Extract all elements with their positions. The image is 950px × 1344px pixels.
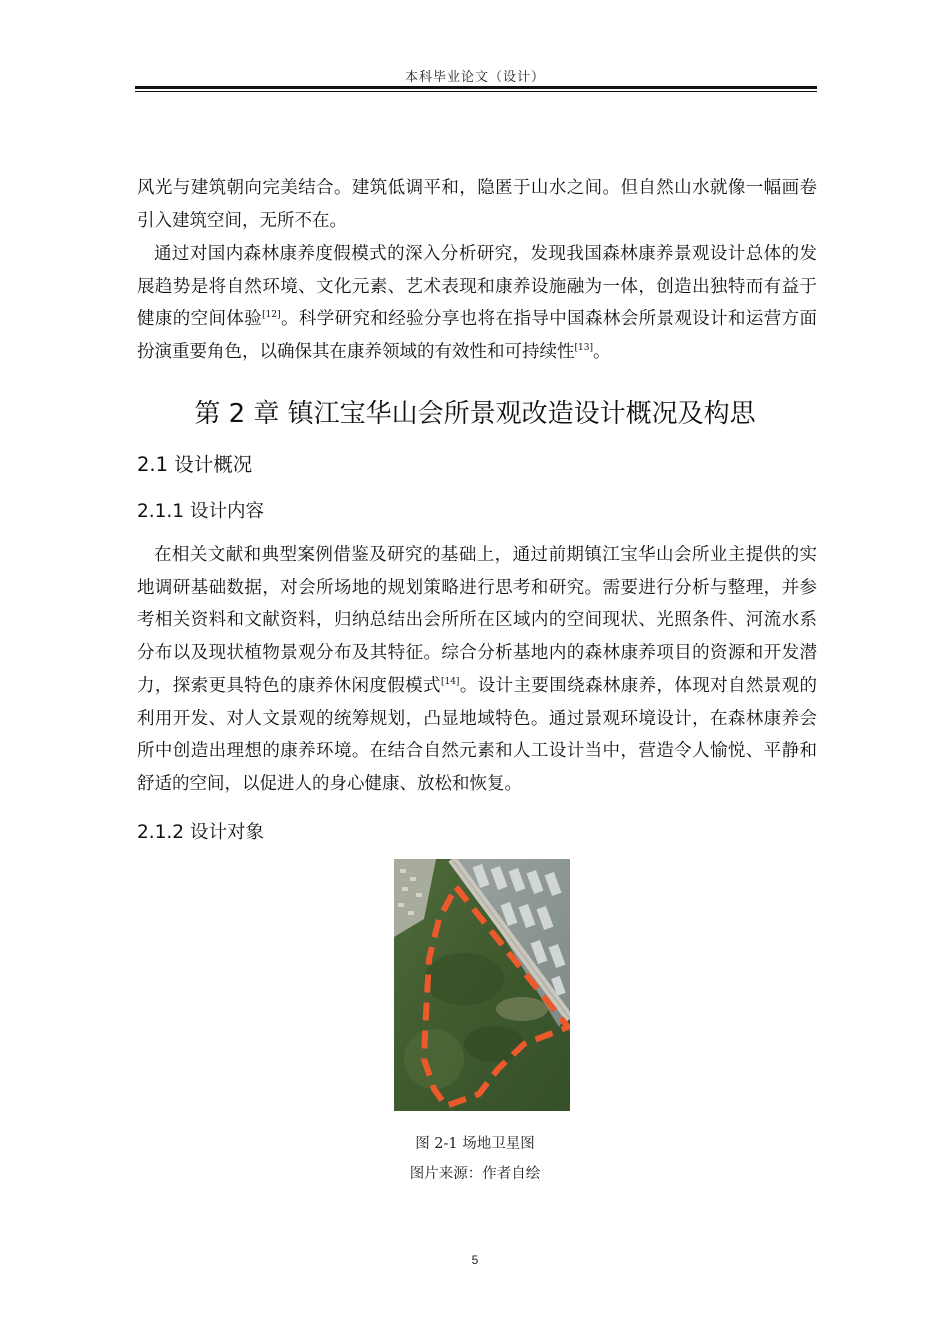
chapter-title: 第 2 章 镇江宝华山会所景观改造设计概况及构思: [194, 399, 756, 429]
paragraph-continued: 风光与建筑朝向完美结合。建筑低调平和，隐匿于山水之间。但自然山水就像一幅画卷引入建筑空间，无所不在。: [137, 178, 817, 231]
header-rule-thin: [135, 91, 817, 92]
paragraph-text: 通过对国内森林康养度假模式的深入分析研究，发现我国森林康养景观设计总体的发展趋势是将自然环境、文化元素、艺术表现和康养设施融为一体，创造出独特而有益于健康的空间体验: [137, 244, 817, 330]
paragraph-text: 。: [592, 342, 611, 363]
page-header-title: 本科毕业论文（设计）: [404, 70, 545, 85]
header-rule: [135, 86, 817, 89]
paragraph-analysis: [137, 238, 817, 369]
paragraph-text: 。科学研究和经验分享也将在指导中国森林会所景观设计和运营方面扮演重要角色，以确保其在康养领域的有效性和可持续性: [137, 309, 818, 363]
page-number: 5: [471, 1253, 479, 1267]
citation-12[interactable]: [12]: [262, 310, 281, 321]
figure-source: 图片来源：作者自绘: [409, 1166, 541, 1182]
paragraph-text: 。设计主要围绕森林康养，体现对自然景观的利用开发、对人文景观的统筹规划，凸显地域特色。通过景观环境设计，在森林康养会所中创造出理想的康养环境。在结合自然元素和人工设计当中，营造令人愉悦、平静和舒适的空间，以促进人的身心健康、放松和恢复。: [137, 675, 818, 794]
section-heading-2-1-2: 2.1.2 设计对象: [137, 822, 264, 843]
paragraph-text: 在相关文献和典型案例借鉴及研究的基础上，通过前期镇江宝华山会所业主提供的实地调研基础数据，对会所场地的规划策略进行思考和研究。需要进行分析与整理，并参考相关资料和文献资料，归纳总结出会所所在区域内的空间现状、光照条件、河流水系分布以及现状植物景观分布及其特征。综合分析基地内的森林康养项目的资源和开发潜力，探索更具特色的康养休闲度假模式: [137, 545, 817, 696]
citation-13[interactable]: [13]: [574, 343, 593, 354]
paragraph-design-content: [137, 539, 817, 801]
section-heading-2-1-1: 2.1.1 设计内容: [137, 501, 264, 522]
section-heading-2-1: 2.1 设计概况: [137, 453, 253, 476]
citation-14[interactable]: [14]: [440, 676, 460, 687]
site-satellite-image: [394, 859, 570, 1111]
figure-caption: 图 2-1 场地卫星图: [415, 1136, 535, 1152]
